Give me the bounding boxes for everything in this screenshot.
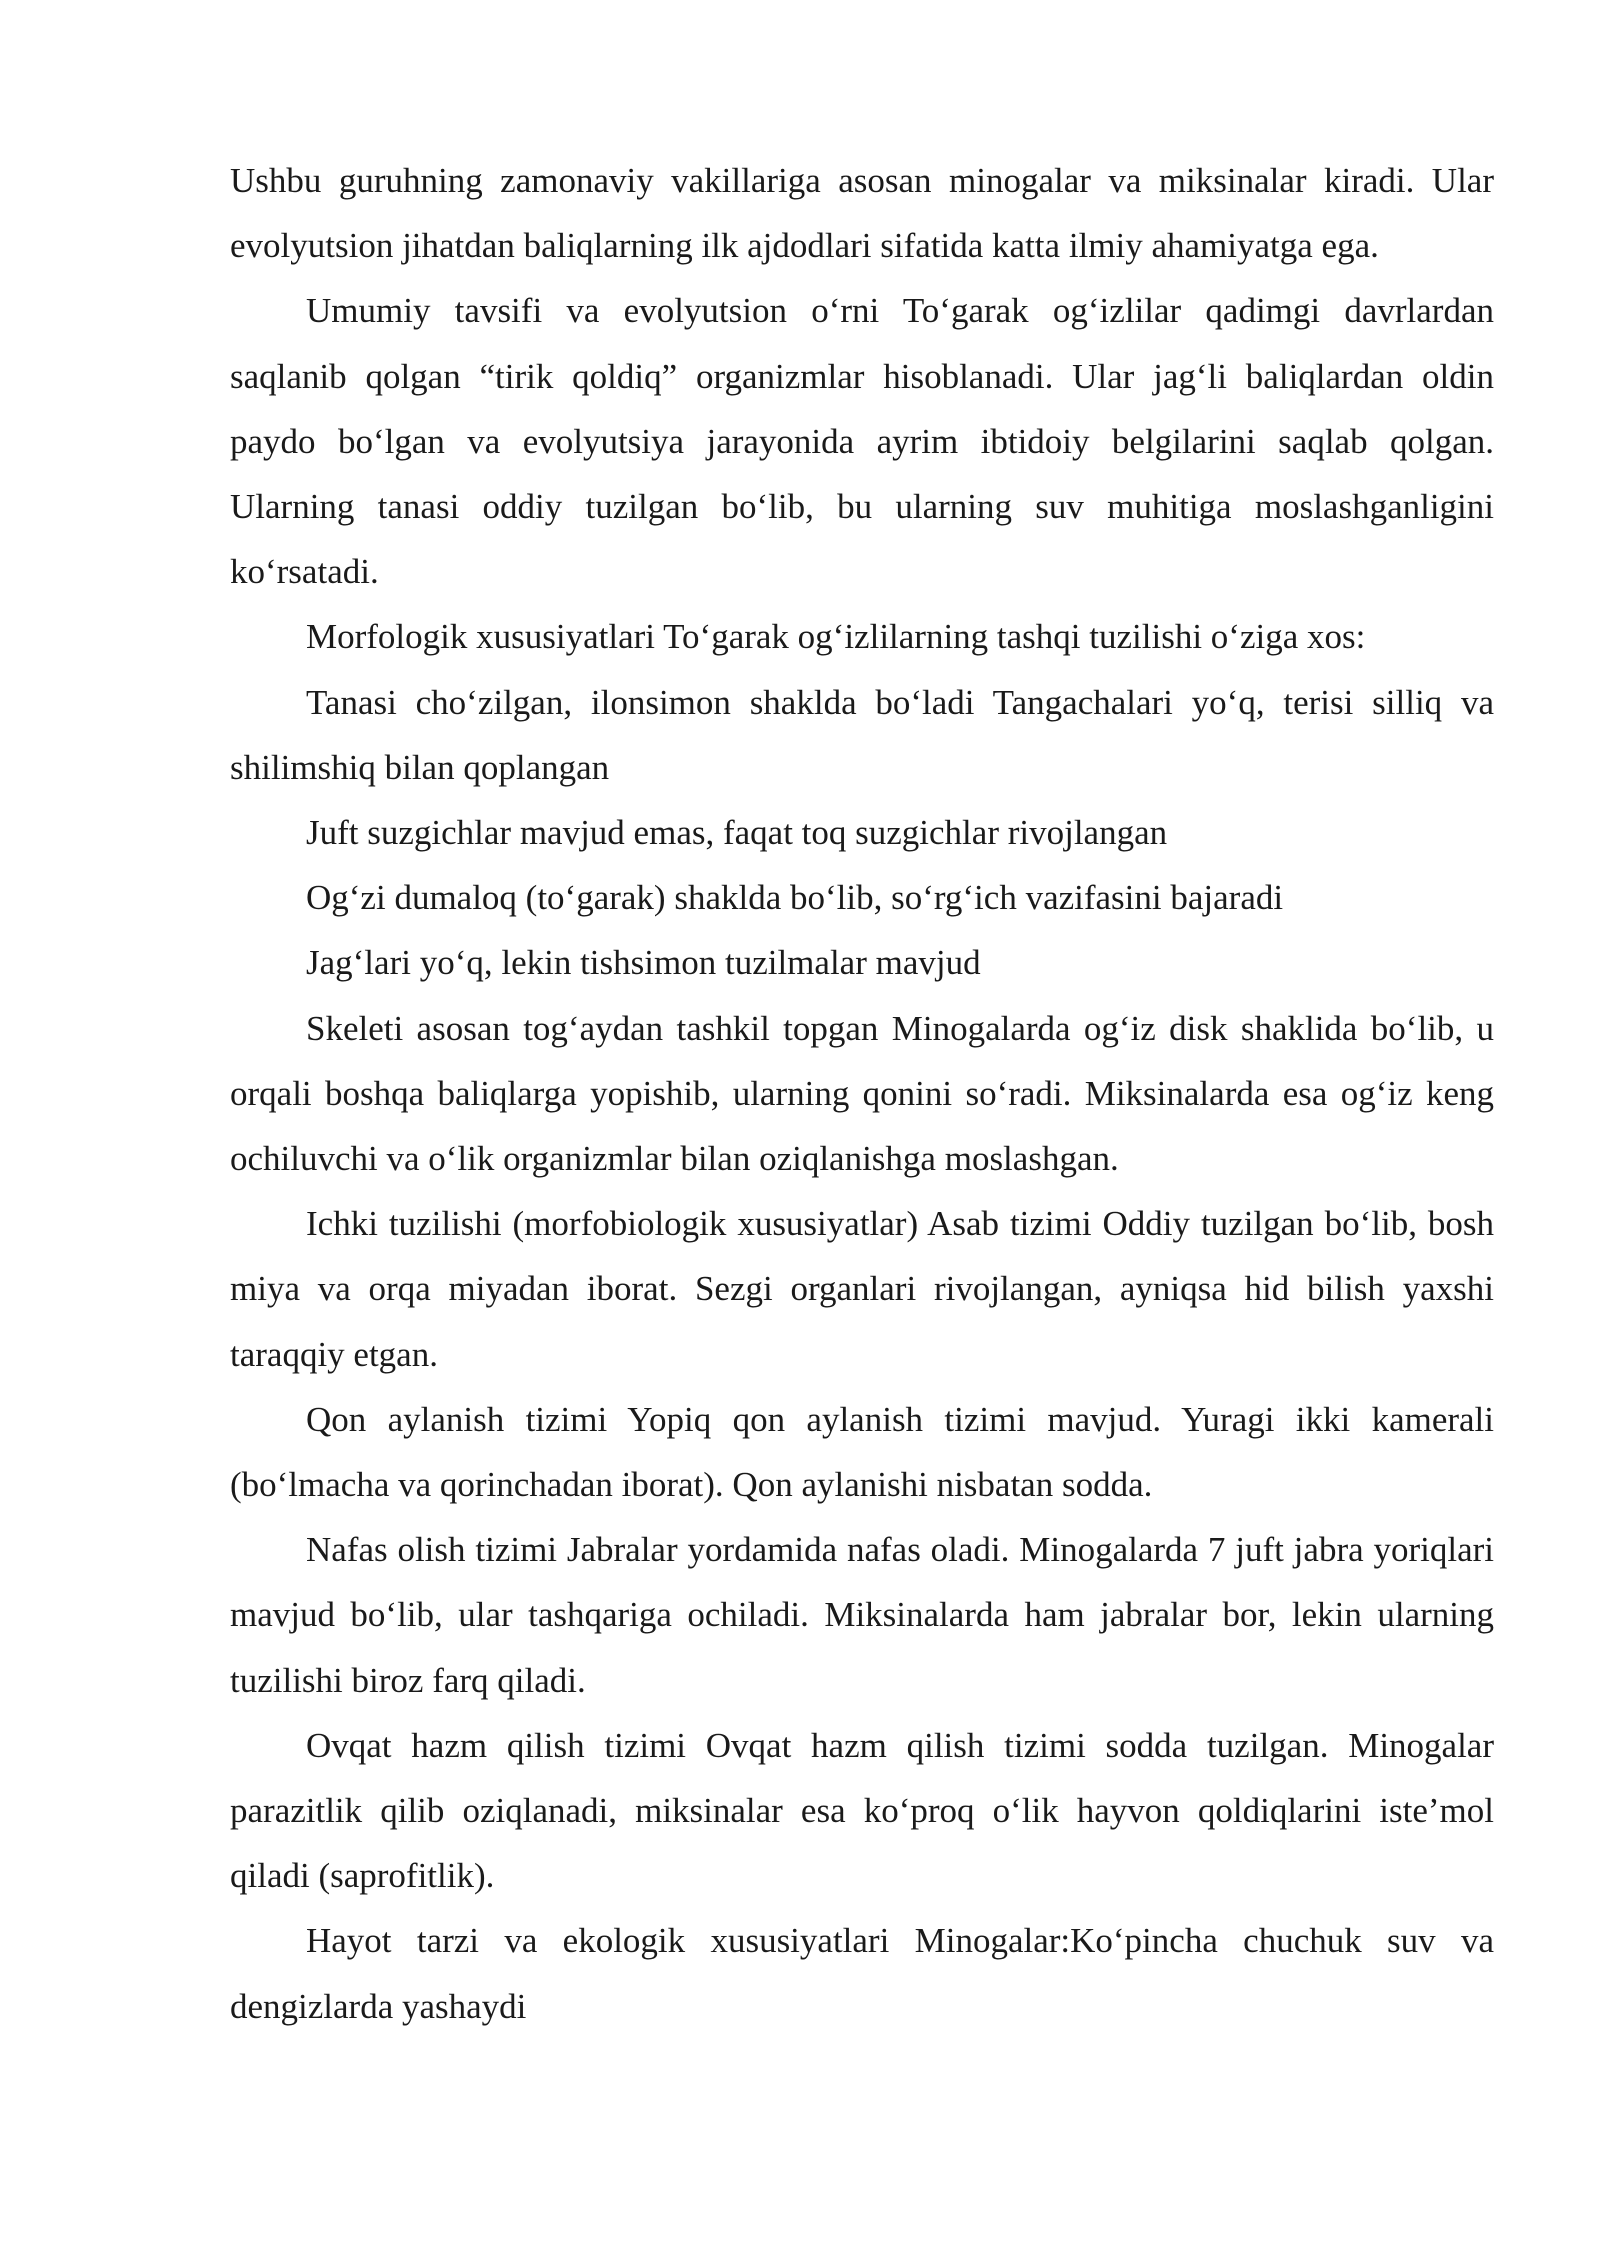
paragraph: Ovqat hazm qilish tizimi Ovqat hazm qilish tizimi sodda tuzilgan. Minogalar parazitlik qilib oziqlanadi, miksinalar esa ko‘proq o‘lik hayvon qoldiqlarini iste’mol qiladi (saprofitlik). bbox=[230, 1725, 1494, 1896]
paragraph: Qon aylanish tizimi Yopiq qon aylanish tizimi mavjud. Yuragi ikki kamerali (bo‘lmacha va qorinchadan iborat). Qon aylanishi nisbatan sodda. bbox=[230, 1399, 1494, 1505]
paragraph: Juft suzgichlar mavjud emas, faqat toq suzgichlar rivojlangan bbox=[306, 813, 1168, 853]
paragraph: Ushbu guruhning zamonaviy vakillariga asosan minogalar va miksinalar kiradi. Ular evolyutsion jihatdan baliqlarning ilk ajdodlari sifatida katta ilmiy ahamiyatga ega. bbox=[230, 161, 1494, 266]
paragraph: Nafas olish tizimi Jabralar yordamida nafas oladi. Minogalarda 7 juft jabra yoriqlari mavjud bo‘lib, ular tashqariga ochiladi. Miksinalarda ham jabralar bor, lekin ularning tuzilishi biroz farq qiladi. bbox=[230, 1530, 1494, 1700]
paragraph: Og‘zi dumaloq (to‘garak) shaklda bo‘lib, so‘rg‘ich vazifasini bajaradi bbox=[306, 878, 1284, 918]
paragraph: Ichki tuzilishi (morfobiologik xususiyatlar) Asab tizimi Oddiy tuzilgan bo‘lib, bosh miya va orqa miyadan iborat. Sezgi organlari rivojlangan, ayniqsa hid bilish yaxshi taraqqiy etgan. bbox=[230, 1204, 1494, 1374]
paragraph: Skeleti asosan tog‘aydan tashkil topgan Minogalarda og‘iz disk shaklida bo‘lib, u orqali boshqa baliqlarga yopishib, ularning qonini so‘radi. Miksinalarda esa og‘iz keng ochiluvchi va o‘lik organizmlar bilan oziqlanishga moslashgan. bbox=[230, 1008, 1494, 1179]
paragraph: Hayot tarzi va ekologik xususiyatlari Minogalar:Ko‘pincha chuchuk suv va dengizlarda yashaydi bbox=[230, 1921, 1494, 2026]
paragraph: Tanasi cho‘zilgan, ilonsimon shaklda bo‘ladi Tangachalari yo‘q, terisi silliq va shilimshiq bilan qoplangan bbox=[230, 682, 1494, 787]
paragraph: Umumiy tavsifi va evolyutsion o‘rni To‘garak og‘izlilar qadimgi davrlardan saqlanib qolgan “tirik qoldiq” organizmlar hisoblanadi. Ular jag‘li baliqlardan oldin paydo bo‘lgan va evolyutsiya jarayonida ayrim ibtidoiy belgilarini saqlab qolgan. Ularning tanasi oddiy tuzilgan bo‘lib, bu ularning suv muhitiga moslashganligini ko‘rsatadi. bbox=[230, 291, 1494, 592]
paragraph: Jag‘lari yo‘q, lekin tishsimon tuzilmalar mavjud bbox=[306, 943, 981, 983]
document-body bbox=[230, 148, 1494, 2039]
paragraph: Morfologik xususiyatlari To‘garak og‘izlilarning tashqi tuzilishi o‘ziga xos: bbox=[306, 617, 1366, 657]
